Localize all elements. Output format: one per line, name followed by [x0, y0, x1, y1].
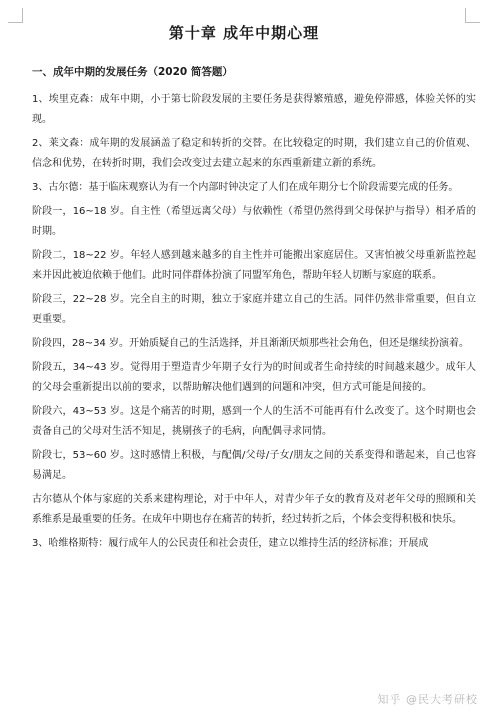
crop-mark-top-right	[465, 8, 480, 23]
paragraph-stage-6: 阶段六，43~53 岁。这是个痛苦的时期，感到一个人的生活不可能再有什么改变了。这个时期也会责备自己的父母对生活不知足，挑剔孩子的毛病，向配偶寻求同情。	[32, 406, 476, 437]
paragraph-stage-5: 阶段五，34~43 岁。觉得用于塑造青少年期子女行为的时间或者生命持续的时间越来越少。成年人的父母会重新提出以前的要求，以帮助解决他们遇到的问题和冲突，但方式可能是间接的。	[32, 362, 476, 393]
paragraph-havighurst: 3、哈维格斯特：履行成年人的公民责任和社会责任，建立以维持生活的经济标准；开展成	[32, 538, 429, 549]
crop-mark-top-left	[8, 8, 23, 23]
watermark: 知乎 @民大考研校	[377, 693, 478, 706]
paragraph-erikson: 1、埃里克森：成年中期，小于第七阶段发展的主要任务是获得繁殖感，避免停滞感，体验关怀的实现。	[32, 94, 476, 125]
section-heading: 一、成年中期的发展任务（2020 简答题）	[32, 66, 233, 78]
paragraph-gould-summary: 古尔德从个体与家庭的关系来建构理论，对于中年人，对青少年子女的教育及对老年父母的照顾和关系维系是最重要的任务。在成年中期也存在痛苦的转折，经过转折之后，个体会变得积极和快乐。	[32, 494, 476, 525]
document-body	[32, 58, 476, 558]
paragraph-levinson: 2、莱文森：成年期的发展涵盖了稳定和转折的交替。在比较稳定的时期，我们建立自己的价值观、信念和优势，在转折时期，我们会改变过去建立起来的东西重新建立新的系统。	[32, 138, 476, 169]
paragraph-stage-1: 阶段一，16~18 岁。自主性（希望远离父母）与依赖性（希望仍然得到父母保护与指导）相矛盾的时期。	[32, 206, 476, 237]
paragraph-gould: 3、古尔德：基于临床观察认为有一个内部时钟决定了人们在成年期分七个阶段需要完成的任务。	[32, 182, 459, 193]
chapter-title: 第十章 成年中期心理	[168, 24, 320, 42]
paragraph-stage-7: 阶段七，53~60 岁。这时感情上积极，与配偶/父母/子女/朋友之间的关系变得和谐起来，自己也容易满足。	[32, 450, 476, 481]
paragraph-stage-2: 阶段二，18~22 岁。年轻人感到越来越多的自主性并可能搬出家庭居住。又害怕被父母重新监控起来并因此被迫依赖于他们。此时同伴群体扮演了同盟军角色，帮助年轻人切断与家庭的联系。	[32, 250, 476, 281]
paragraph-stage-4: 阶段四，28~34 岁。开始质疑自己的生活选择，并且渐渐厌烦那些社会角色，但还是继续扮演着。	[32, 338, 470, 349]
paragraph-stage-3: 阶段三，22~28 岁。完全自主的时期，独立于家庭并建立自己的生活。同伴仍然非常重要，但自立更重要。	[32, 294, 476, 325]
